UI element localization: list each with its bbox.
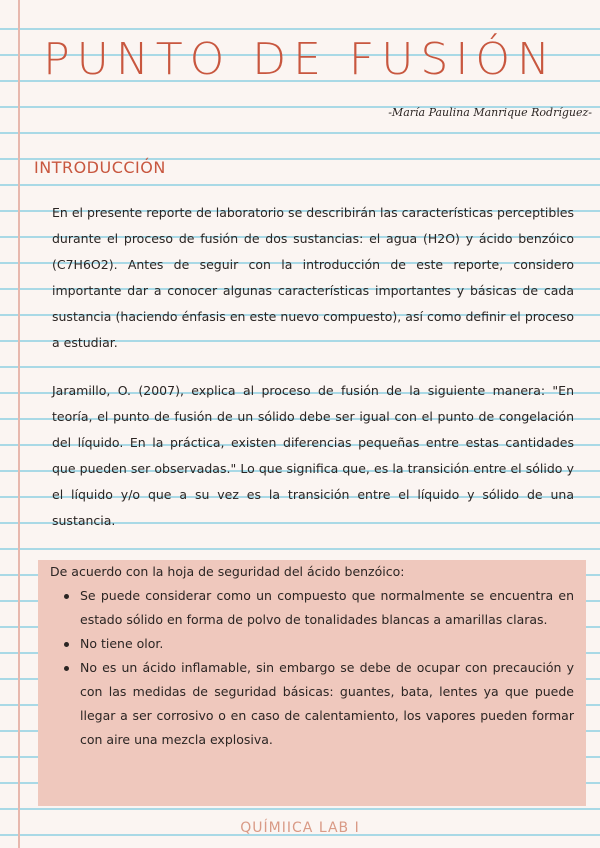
safety-intro: De acuerdo con la hoja de seguridad del ácido benzóico: [50, 564, 405, 579]
bullet-icon [64, 594, 69, 599]
section-heading-introduccion: INTRODUCCIÓN [34, 158, 166, 177]
margin-line [18, 0, 20, 848]
intro-paragraph-1: En el presente reporte de laboratorio se describirán las características perceptibles durante el proceso de fusión de dos sustancias: el agua (H2O) y ácido benzóico (C7H6O2). Antes de seguir con la introducción de este reporte, considero importante dar a conocer algunas características importantes y básicas de cada sustancia (haciendo énfasis en este nuevo compuesto), así como definir el proceso a estudiar. [52, 205, 574, 350]
bullet-icon [64, 666, 69, 671]
list-item [62, 632, 574, 656]
author-name: -María Paulina Manrique Rodríguez- [388, 106, 592, 119]
list-item [62, 584, 574, 632]
list-item-text: No es un ácido inflamable, sin embargo se debe de ocupar con precaución y con las medidas de seguridad básicas: guantes, bata, lentes ya que puede llegar a ser corrosivo o en caso de calentamiento, los vapores pueden formar con aire una mezcla explosiva. [80, 660, 574, 747]
footer-label: QUÍMIICA LAB I [240, 820, 360, 836]
list-item [62, 656, 574, 752]
intro-paragraph-2: Jaramillo, O. (2007), explica al proceso de fusión de la siguiente manera: "En teoría, el punto de fusión de un sólido debe ser igual con el punto de congelación del líquido. En la práctica, existen diferencias pequeñas entre estas cantidades que pueden ser observadas." Lo que significa que, es la transición entre el sólido y el líquido y/o que a su vez es la transición entre el líquido y sólido de una sustancia. [52, 383, 574, 528]
bullet-icon [64, 642, 69, 647]
list-item-text: No tiene olor. [80, 636, 164, 651]
safety-info-box [38, 560, 586, 806]
page-title: PUNTO DE FUSIÓN [43, 34, 557, 85]
safety-list [62, 584, 574, 752]
list-item-text: Se puede considerar como un compuesto que normalmente se encuentra en estado sólido en forma de polvo de tonalidades blancas a amarillas claras. [80, 588, 574, 627]
